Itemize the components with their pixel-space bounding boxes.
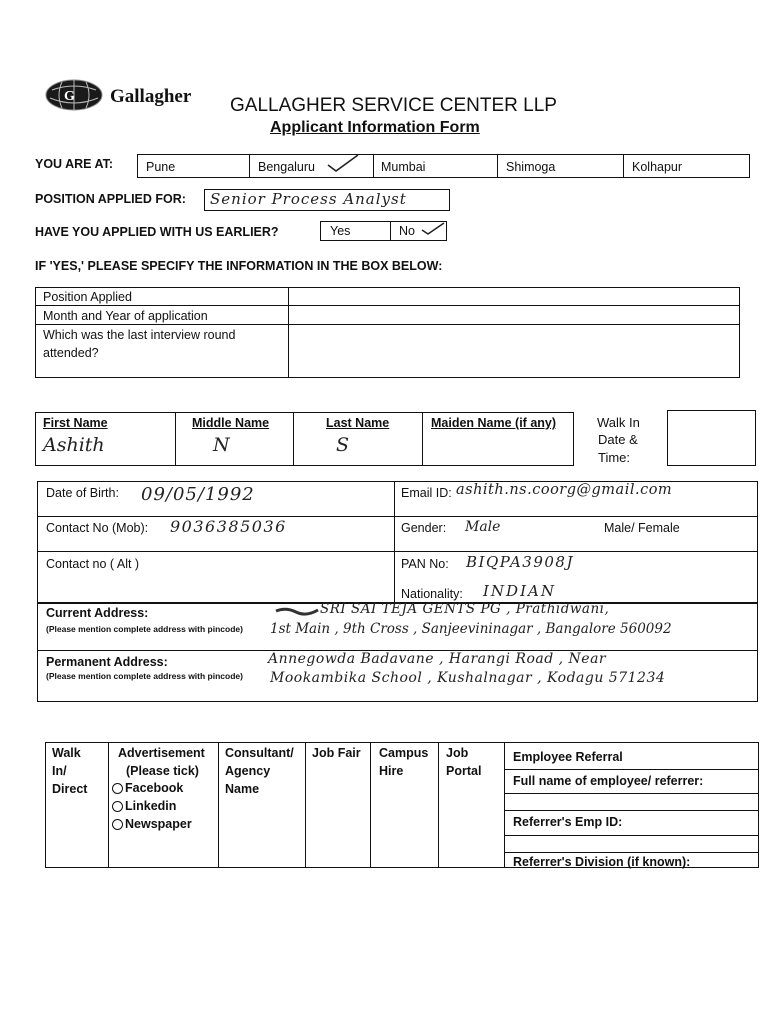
mobile-value[interactable]: 9036385036 — [170, 517, 287, 536]
job-portal-label-2: Portal — [446, 764, 482, 778]
radio-circle-icon — [112, 801, 123, 812]
previous-position-label: Position Applied — [43, 290, 132, 304]
permanent-address-note: (Please mention complete address with pincode) — [46, 671, 243, 681]
current-address-line2[interactable]: 1st Main , 9th Cross , Sanjeevininagar , Bangalore 560092 — [270, 621, 672, 637]
radio-circle-icon — [112, 783, 123, 794]
page-title: GALLAGHER SERVICE CENTER LLP — [230, 95, 557, 116]
applied-no-option[interactable]: No — [399, 224, 415, 238]
email-value[interactable]: ashith.ns.coorg@gmail.com — [456, 482, 673, 498]
location-shimoga[interactable]: Shimoga — [506, 160, 556, 174]
advertisement-label: Advertisement — [118, 746, 205, 760]
location-mumbai[interactable]: Mumbai — [381, 160, 426, 174]
first-name-label: First Name — [43, 416, 108, 430]
svg-text:G: G — [64, 89, 75, 104]
consultant-label-3: Name — [225, 782, 260, 796]
alt-contact-label: Contact no ( Alt ) — [46, 557, 140, 571]
applied-earlier-label: HAVE YOU APPLIED WITH US EARLIER? — [35, 225, 279, 239]
location-kolhapur[interactable]: Kolhapur — [632, 160, 683, 174]
facebook-label: Facebook — [125, 781, 184, 795]
middle-name-label: Middle Name — [192, 416, 270, 430]
walkin-label-2: Date & — [598, 432, 638, 447]
email-label: Email ID: — [401, 486, 452, 500]
job-portal-label-1: Job — [446, 746, 469, 760]
globe-icon — [44, 78, 104, 112]
pan-label: PAN No: — [401, 557, 449, 571]
previous-month-field[interactable] — [290, 307, 738, 322]
walkin-label-3: Time: — [598, 450, 631, 465]
radio-linkedin[interactable] — [112, 799, 176, 813]
form-subtitle: Applicant Information Form — [270, 119, 480, 136]
location-pune[interactable]: Pune — [146, 160, 176, 174]
previous-round-field[interactable] — [290, 326, 738, 376]
mobile-label: Contact No (Mob): — [46, 521, 149, 535]
walkin-label-1: Walk In — [597, 415, 640, 430]
previous-round-label-1: Which was the last interview round — [43, 328, 236, 342]
gender-value[interactable]: Male — [465, 519, 501, 535]
walkin-datetime-field[interactable] — [667, 410, 756, 466]
consultant-label-2: Agency — [225, 764, 271, 778]
strikeout-mark — [274, 604, 320, 622]
current-address-line1[interactable]: SRI SAI TEJA GENTS PG , Prathidwani, — [320, 601, 610, 617]
first-name-value[interactable]: Ashith — [43, 434, 105, 456]
campus-hire-label-2: Hire — [379, 764, 404, 778]
applied-yes-option[interactable]: Yes — [330, 224, 351, 238]
employee-referral-label: Employee Referral — [513, 750, 623, 764]
last-name-value[interactable]: S — [336, 434, 350, 456]
linkedin-label: Linkedin — [125, 799, 177, 813]
campus-hire-label-1: Campus — [379, 746, 429, 760]
alt-contact-field[interactable] — [180, 553, 390, 599]
referrer-division-label: Referrer's Division (if known): — [513, 855, 691, 869]
permanent-address-line2[interactable]: Mookambika School , Kushalnagar , Kodagu 571234 — [270, 670, 666, 686]
nationality-label: Nationality: — [401, 587, 463, 601]
radio-facebook[interactable] — [112, 781, 183, 795]
previous-round-label-2: attended? — [43, 346, 99, 360]
radio-circle-icon — [112, 819, 123, 830]
middle-name-value[interactable]: N — [213, 434, 230, 456]
walkin-direct-label-2: In/ — [52, 764, 67, 778]
advertisement-tick-note: (Please tick) — [126, 764, 199, 778]
current-address-note: (Please mention complete address with pincode) — [46, 624, 243, 634]
previous-info-label: IF 'YES,' PLEASE SPECIFY THE INFORMATION IN THE BOX BELOW: — [35, 259, 443, 273]
previous-position-field[interactable] — [290, 289, 738, 304]
referrer-empid-field[interactable] — [506, 837, 757, 851]
newspaper-label: Newspaper — [125, 817, 192, 831]
previous-month-label: Month and Year of application — [43, 309, 208, 323]
radio-newspaper[interactable] — [112, 817, 192, 831]
consultant-label-1: Consultant/ — [225, 746, 294, 760]
gender-options: Male/ Female — [604, 521, 680, 535]
location-bengaluru[interactable]: Bengaluru — [258, 160, 315, 174]
referrer-empid-label: Referrer's Emp ID: — [513, 815, 623, 829]
referrer-name-field[interactable] — [506, 795, 757, 809]
permanent-address-line1[interactable]: Annegowda Badavane , Harangi Road , Near — [268, 651, 607, 667]
position-label: POSITION APPLIED FOR: — [35, 192, 186, 206]
checkmark-icon — [326, 151, 360, 178]
dob-value[interactable]: 09/05/1992 — [141, 484, 255, 505]
current-address-label: Current Address: — [46, 606, 149, 620]
gender-label: Gender: — [401, 521, 447, 535]
job-fair-label: Job Fair — [312, 746, 361, 760]
maiden-name-label: Maiden Name (if any) — [431, 416, 557, 430]
walkin-direct-label-3: Direct — [52, 782, 88, 796]
dob-label: Date of Birth: — [46, 486, 119, 500]
logo-text: Gallagher — [110, 86, 192, 107]
referrer-name-label: Full name of employee/ referrer: — [513, 774, 704, 788]
nationality-value[interactable]: INDIAN — [483, 582, 556, 600]
walkin-direct-label-1: Walk — [52, 746, 81, 760]
location-label: YOU ARE AT: — [35, 157, 114, 171]
position-value: Senior Process Analyst — [210, 190, 407, 208]
permanent-address-label: Permanent Address: — [46, 655, 168, 669]
pan-value[interactable]: BIQPA3908J — [466, 553, 574, 571]
checkmark-icon — [420, 220, 446, 241]
last-name-label: Last Name — [326, 416, 390, 430]
gallagher-logo — [44, 78, 104, 117]
